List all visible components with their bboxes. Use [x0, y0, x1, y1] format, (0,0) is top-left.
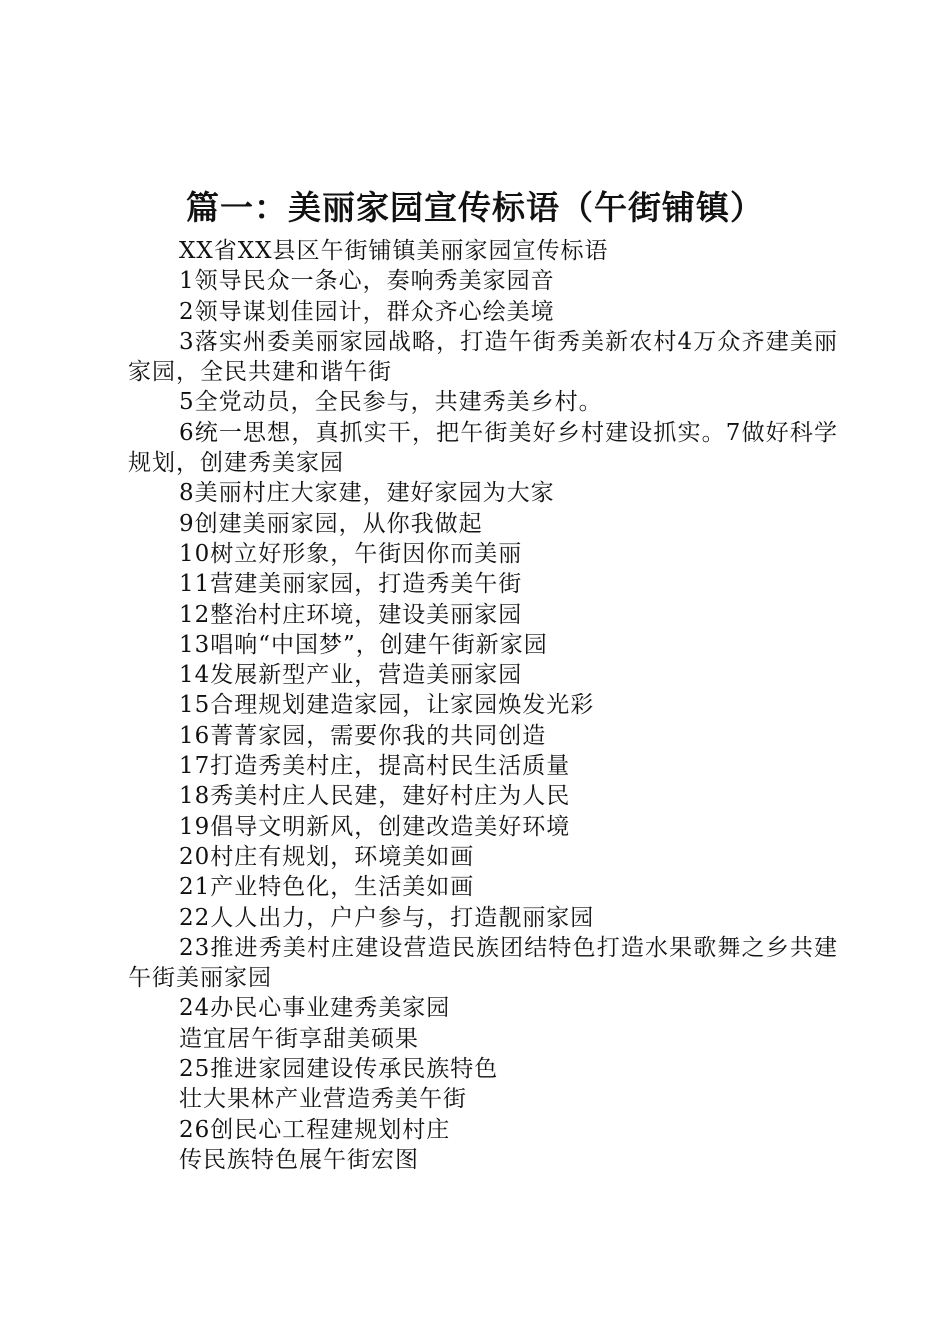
paragraph: 造宜居午街享甜美硕果: [179, 1025, 419, 1052]
paragraph: 24办民心事业建秀美家园: [179, 995, 451, 1022]
paragraph: 19倡导文明新风，创建改造美好环境: [179, 813, 571, 840]
document-body: [128, 236, 838, 1175]
paragraph: 23推进秀美村庄建设营造民族团结特色打造水果歌舞之乡共建午街美丽家园: [128, 934, 838, 992]
paragraph: 20村庄有规划，环境美如画: [179, 843, 475, 870]
paragraph: 10树立好形象，午街因你而美丽: [179, 540, 523, 567]
paragraph: 26创民心工程建规划村庄: [179, 1116, 451, 1143]
paragraph: 14发展新型产业，营造美丽家园: [179, 662, 523, 689]
paragraph: 11营建美丽家园，打造秀美午街: [179, 571, 523, 598]
paragraph: 6统一思想，真抓实干，把午街美好乡村建设抓实。7做好科学规划，创建秀美家园: [128, 419, 838, 477]
paragraph: 5全党动员，全民参与，共建秀美乡村。: [179, 389, 603, 416]
paragraph: 8美丽村庄大家建，建好家园为大家: [179, 480, 555, 507]
paragraph: 25推进家园建设传承民族特色: [179, 1056, 499, 1083]
document-title: 篇一：美丽家园宣传标语（午街铺镇）: [186, 188, 764, 227]
paragraph: 12整治村庄环境，建设美丽家园: [179, 601, 523, 628]
paragraph: 1领导民众一条心，奏响秀美家园音: [179, 268, 555, 295]
paragraph: XX省XX县区午街铺镇美丽家园宣传标语: [179, 238, 609, 264]
paragraph: 3落实州委美丽家园战略，打造午街秀美新农村4万众齐建美丽家园，全民共建和谐午街: [128, 328, 838, 386]
paragraph: 壮大果林产业营造秀美午街: [179, 1086, 467, 1113]
paragraph: 2领导谋划佳园计，群众齐心绘美境: [179, 298, 555, 325]
paragraph: 16菁菁家园，需要你我的共同创造: [179, 722, 547, 749]
paragraph: 22人人出力，户户参与，打造靓丽家园: [179, 904, 595, 931]
paragraph: 17打造秀美村庄，提高村民生活质量: [179, 753, 571, 780]
paragraph: 传民族特色展午街宏图: [179, 1146, 419, 1173]
paragraph: 13唱响“中国梦”，创建午街新家园: [179, 631, 548, 658]
paragraph: 18秀美村庄人民建，建好村庄为人民: [179, 783, 571, 810]
paragraph: 9创建美丽家园，从你我做起: [179, 510, 483, 537]
paragraph: 15合理规划建造家园，让家园焕发光彩: [179, 692, 595, 719]
paragraph: 21产业特色化，生活美如画: [179, 874, 475, 901]
